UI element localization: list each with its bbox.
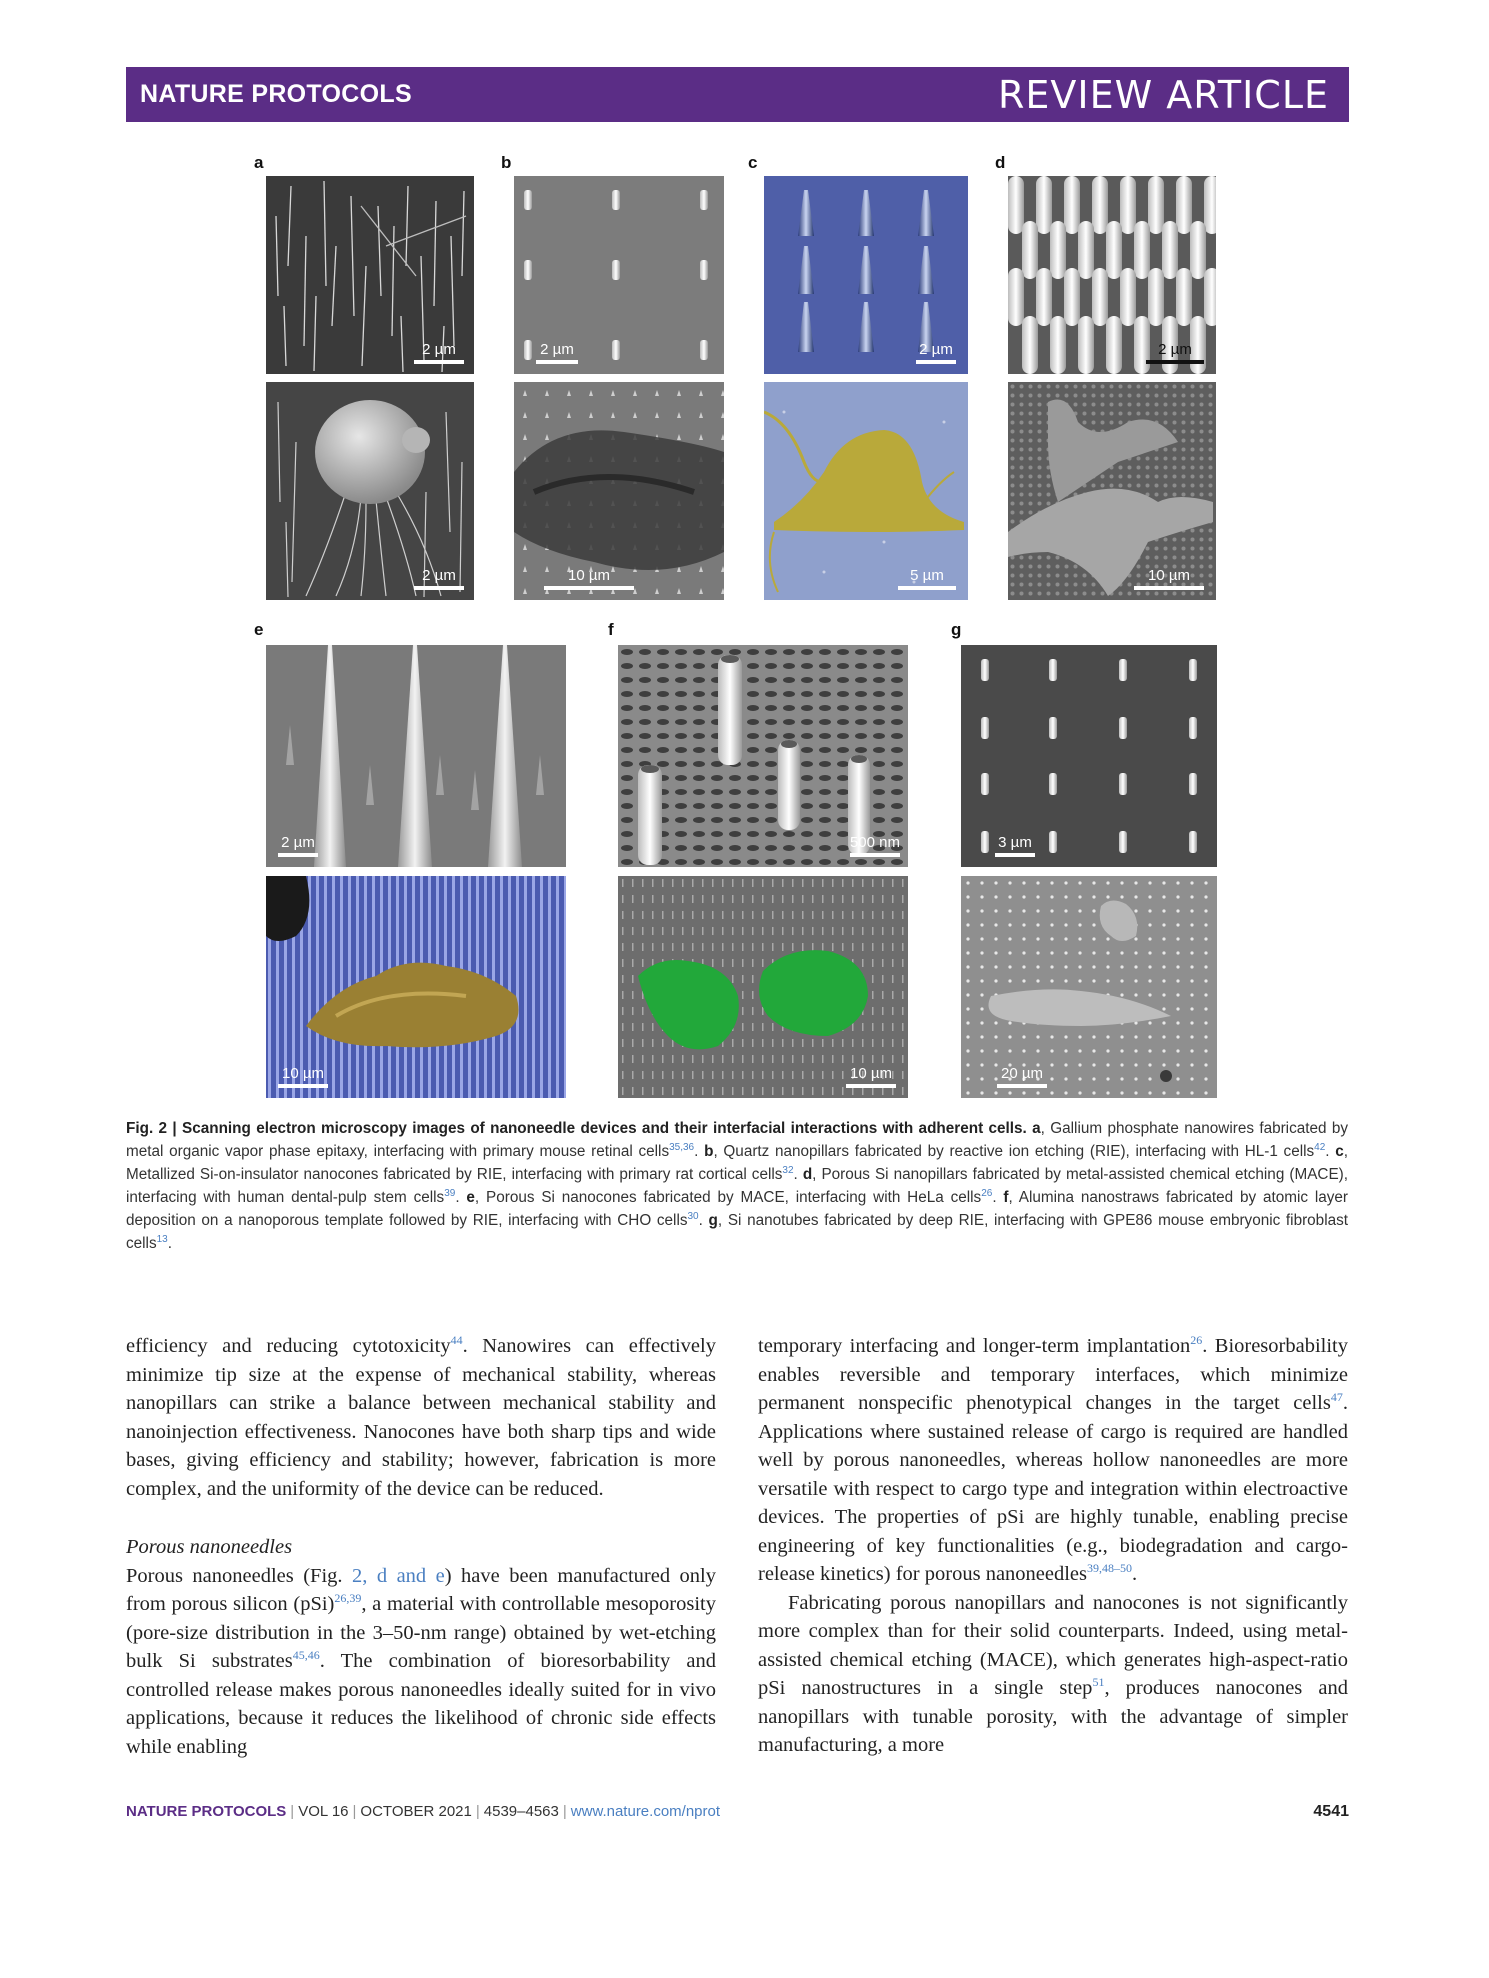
sem-image-a-top (266, 176, 474, 374)
paragraph: temporary interfacing and longer-term implantation$^{26}$. Bioresorbability enables reversible and temporary interfaces, which minimize permanent nonspecific phenotypical changes in the target cells$^{47}$. Applications where sustained release of cargo is required are handled well by porous nanoneedles, whereas hollow nanoneedles are more versatile with respect to cargo type and integration within electroactive devices. The properties of pSi are highly tunable, enabling precise engineering of key functionalities (e.g., biodegradation and cargo-release kinetics) for porous nanoneedles$^{39,48-50}$. (758, 1333, 1348, 1585)
scale-bar-a-bottom: 2 µm (414, 568, 464, 590)
right-column (758, 1332, 1348, 1760)
sem-image-d-bottom (1008, 382, 1216, 600)
scale-bar-d-top: 2 µm (1146, 342, 1204, 364)
panel-label-b: b (501, 153, 512, 172)
sem-image-d-top (1008, 176, 1216, 374)
caption-title: Fig. 2 | Scanning electron microscopy images of nanoneedle devices and their interfacial interactions with adherent cells. (126, 1120, 1027, 1137)
citation-link[interactable]: 32 (782, 1164, 794, 1176)
scale-bar-a-top: 2 µm (414, 342, 464, 364)
scale-bar-c-bottom: 5 µm (898, 568, 956, 590)
footer-journal: NATURE PROTOCOLS (126, 1803, 287, 1820)
paragraph: efficiency and reducing cytotoxicity$^{44}$. Nanowires can effectively minimize tip size at the expense of mechanical stability, whereas nanopillars can strike a balance between mechanical stability and nanoinjection effectiveness. Nanocones have both sharp tips and wide bases, giving efficiency and stability; however, fabrication is more complex, and the uniformity of the device can be reduced. (126, 1333, 716, 1500)
article-type: REVIEW ARTICLE (997, 73, 1329, 117)
scale-bar-f-bottom: 10 µm (846, 1066, 896, 1088)
paragraph: Porous nanoneedles (Fig. 2, d and e) have been manufactured only from porous silicon (pSi)$^{26,39}$, a material with controllable mesoporosity (pore-size distribution in the 3–50-nm range) obtained by wet-etching bulk Si substrates$^{45,46}$. The combination of bioresorbability and controlled release makes porous nanoneedles ideally suited for in vivo applications, because it reduces the likelihood of chronic side effects while enabling (126, 1564, 717, 1758)
citation-link[interactable]: 42 (1314, 1141, 1326, 1153)
journal-name: NATURE PROTOCOLS (140, 80, 412, 108)
scale-bar-b-bottom: 10 µm (544, 568, 634, 590)
paragraph: Fabricating porous nanopillars and nanocones is not significantly more complex than for their solid counterparts. Indeed, using metal-assisted chemical etching (MACE), which generates high-aspect-ratio pSi nanostructures in a single step$^{51}$, produces nanocones and nanopillars with tunable porosity, with the advantage of simpler manufacturing, a more (758, 1591, 1348, 1756)
sem-image-c-top (764, 176, 968, 374)
sem-image-b-top (514, 176, 724, 374)
panel-label-d: d (995, 153, 1006, 172)
citation-link[interactable]: 39 (444, 1187, 456, 1199)
sem-image-c-bottom (764, 382, 968, 600)
panel-label-g: g (951, 620, 962, 639)
figure-link[interactable]: 2, d and e (352, 1564, 445, 1587)
sem-image-f-bottom (618, 876, 908, 1098)
figure-caption: Fig. 2 | Scanning electron microscopy images of nanoneedle devices and their interfacial interactions with adherent cells. a, Gallium phosphate nanowires fabricated by metal organic vapor phase epitaxy, interfacing with primary mouse retinal cells$^{35,36}$. b, Quartz nanopillars fabricated by reactive ion etching (RIE), interfacing with HL-1 cells$^{42}$. c, Metallized Si-on-insulator nanocones fabricated by RIE, interfacing with primary rat cortical cells$^{32}$. d, Porous Si nanopillars fabricated by metal-assisted chemical etching (MACE), interfacing with human dental-pulp stem cells$^{39}$. e, Porous Si nanocones fabricated by MACE, interfacing with HeLa cells$^{26}$. f, Alumina nanostraws fabricated by atomic layer deposition on a nanoporous template followed by RIE, interfacing with CHO cells$^{30}$. g, Si nanotubes fabricated by deep RIE, interfacing with GPE86 mouse embryonic fibroblast cells$^{13}$. (126, 1120, 1349, 1252)
scale-bar-g-bottom: 20 µm (997, 1066, 1047, 1088)
sem-image-f-top (618, 645, 908, 867)
scale-bar-d-bottom: 10 µm (1134, 568, 1204, 590)
footer-url-link[interactable]: www.nature.com/nprot (570, 1803, 721, 1820)
footer-date: OCTOBER 2021 (360, 1803, 472, 1820)
panel-label-f: f (608, 620, 614, 639)
panel-label-a: a (254, 153, 264, 172)
citation-link[interactable]: 47 (1330, 1390, 1343, 1405)
scale-bar-e-bottom: 10 µm (278, 1066, 328, 1088)
citation-link[interactable]: 44 (450, 1333, 463, 1348)
scale-bar-g-top: 3 µm (995, 835, 1035, 857)
citation-link[interactable]: 30 (687, 1210, 699, 1222)
footer-pages: 4539–4563 (483, 1803, 559, 1820)
citation-link[interactable]: 26 (981, 1187, 993, 1199)
panel-label-e: e (254, 620, 264, 639)
sem-image-g-top (961, 645, 1217, 867)
scale-bar-b-top: 2 µm (536, 342, 578, 364)
citation-link[interactable]: 26,39 (334, 1591, 362, 1606)
citation-link[interactable]: 13 (156, 1233, 168, 1245)
sem-image-e-bottom (266, 876, 566, 1098)
sem-image-g-bottom (961, 876, 1217, 1098)
citation-link[interactable]: 35,36 (669, 1141, 695, 1153)
page-footer: NATURE PROTOCOLS | VOL 16 | OCTOBER 2021 | 4539–4563 | www.nature.com/nprot 4541 (126, 1803, 1349, 1820)
page-number: 4541 (1313, 1803, 1349, 1820)
citation-link[interactable]: 26 (1190, 1333, 1203, 1348)
footer-volume: VOL 16 (298, 1803, 349, 1820)
scale-bar-e-top: 2 µm (278, 835, 318, 857)
sem-image-a-bottom (266, 382, 474, 600)
header-bar (126, 67, 1349, 122)
citation-link[interactable]: 51 (1092, 1675, 1105, 1690)
panel-label-c: c (748, 153, 758, 172)
section-subheading: Porous nanoneedles (126, 1536, 293, 1558)
citation-link[interactable]: 39,48–50 (1087, 1561, 1133, 1576)
sem-image-e-top (266, 645, 566, 867)
left-column (126, 1332, 716, 1761)
scale-bar-f-top: 500 nm (850, 835, 900, 857)
scale-bar-c-top: 2 µm (916, 342, 956, 364)
sem-image-b-bottom (514, 382, 724, 600)
citation-link[interactable]: 45,46 (292, 1648, 320, 1663)
